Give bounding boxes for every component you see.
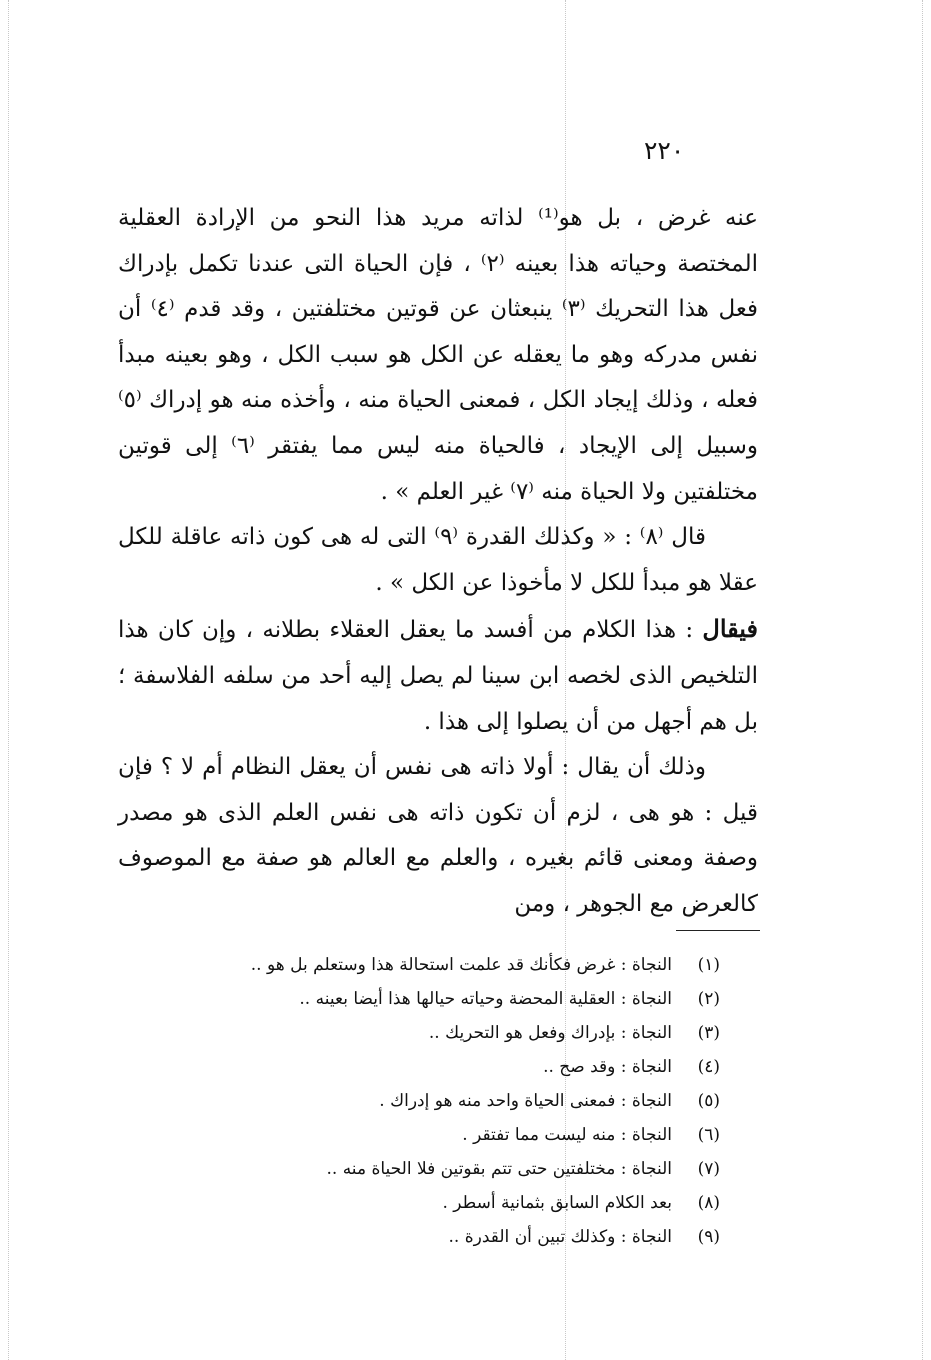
footnote-text: بعد الكلام السابق بثمانية أسطر . <box>442 1193 672 1213</box>
page-edge-right <box>922 0 923 1360</box>
paragraph-response <box>118 606 758 745</box>
footnote-number: (٤) <box>697 1057 720 1077</box>
footnote-number: (٧) <box>697 1159 720 1179</box>
footnote <box>180 948 720 982</box>
footnote <box>180 1220 720 1254</box>
footnote <box>180 982 720 1016</box>
paragraph-quote-qal: قال ⁽٨⁾ : « وكذلك القدرة ⁽٩⁾ التى له هى كون ذاته عاقلة للكل عقلا هو مبدأ للكل لا مأخوذا عن الكل » . <box>118 524 758 596</box>
footnote-number: (١) <box>697 955 720 975</box>
footnote-number: (٢) <box>697 989 720 1009</box>
footnote <box>180 1186 720 1220</box>
footnote-text: النجاة : العقلية المحضة وحياته حيالها هذا أيضا بعينه .. <box>299 989 672 1009</box>
paragraph-argument: وذلك أن يقال : أولا ذاته هى نفس أن يعقل النظام أم لا ؟ فإن قيل : هو هى ، لزم أن تكون ذاته هى نفس العلم الذى هو مصدر وصفة ومعنى قائم بغيره ، والعلم مع العالم هو صفة مع الموصوف كالعرض مع الجوهر ، ومن <box>118 754 758 917</box>
page-number: ٢٢٠ <box>644 136 685 165</box>
footnote-number: (٦) <box>697 1125 720 1145</box>
footnote-text: النجاة : مختلفتين حتى تتم بقوتين فلا الحياة منه .. <box>326 1159 672 1179</box>
footnote <box>180 1050 720 1084</box>
footnote-number: (٩) <box>697 1227 720 1247</box>
footnote <box>180 1152 720 1186</box>
footnote-number: (٨) <box>697 1193 720 1213</box>
lead-word: فيقال <box>702 614 758 644</box>
footnote-text: النجاة : وقد صح .. <box>543 1057 672 1077</box>
footnote-text: النجاة : غرض فكأنك قد علمت استحالة هذا وستعلم بل هو .. <box>250 955 672 975</box>
footnotes-list <box>180 948 720 1254</box>
footnote-text: النجاة : وكذلك تبين أن القدرة .. <box>448 1227 672 1247</box>
paragraph-response-text: : هذا الكلام من أفسد ما يعقل العقلاء بطلانه ، وإن كان هذا التلخيص الذى لخصه ابن سينا لم يصل إليه أحد من سلفه الفلاسفة ؛ بل هم أجهل من أن يصلوا إلى هذا . <box>118 617 758 735</box>
paragraph-continuation: عنه غرض ، بل هو⁽¹⁾ لذاته مريد هذا النحو من الإرادة العقلية المختصة وحياته هذا بعينه ⁽٢⁾ ، فإن الحياة التى عندنا تكمل بإدراك فعل هذا التحريك ⁽٣⁾ ينبعثان عن قوتين مختلفتين ، وقد قدم ⁽٤⁾ أن نفس مدركه وهو ما يعقله عن الكل هو سبب الكل ، وهو بعينه مبدأ فعله ، وذلك إيجاد الكل ، فمعنى الحياة منه ، وأخذه منه هو إدراك ⁽٥⁾ وسبيل إلى الإيجاد ، فالحياة منه ليس مما يفتقر ⁽٦⁾ إلى قوتين مختلفتين ولا الحياة منه ⁽٧⁾ غير العلم » . <box>118 205 758 505</box>
footnote-separator <box>676 930 760 931</box>
page-edge-left <box>8 0 9 1360</box>
footnote <box>180 1016 720 1050</box>
footnote-number: (٣) <box>697 1023 720 1043</box>
body-text <box>118 196 758 928</box>
footnote <box>180 1084 720 1118</box>
footnote-text: النجاة : فمعنى الحياة واحد منه هو إدراك . <box>379 1091 672 1111</box>
footnote <box>180 1118 720 1152</box>
footnote-text: النجاة : منه ليست مما تفتقر . <box>462 1125 672 1145</box>
footnote-number: (٥) <box>697 1091 720 1111</box>
footnote-text: النجاة : بإدراك وفعل هو التحريك .. <box>428 1023 672 1043</box>
